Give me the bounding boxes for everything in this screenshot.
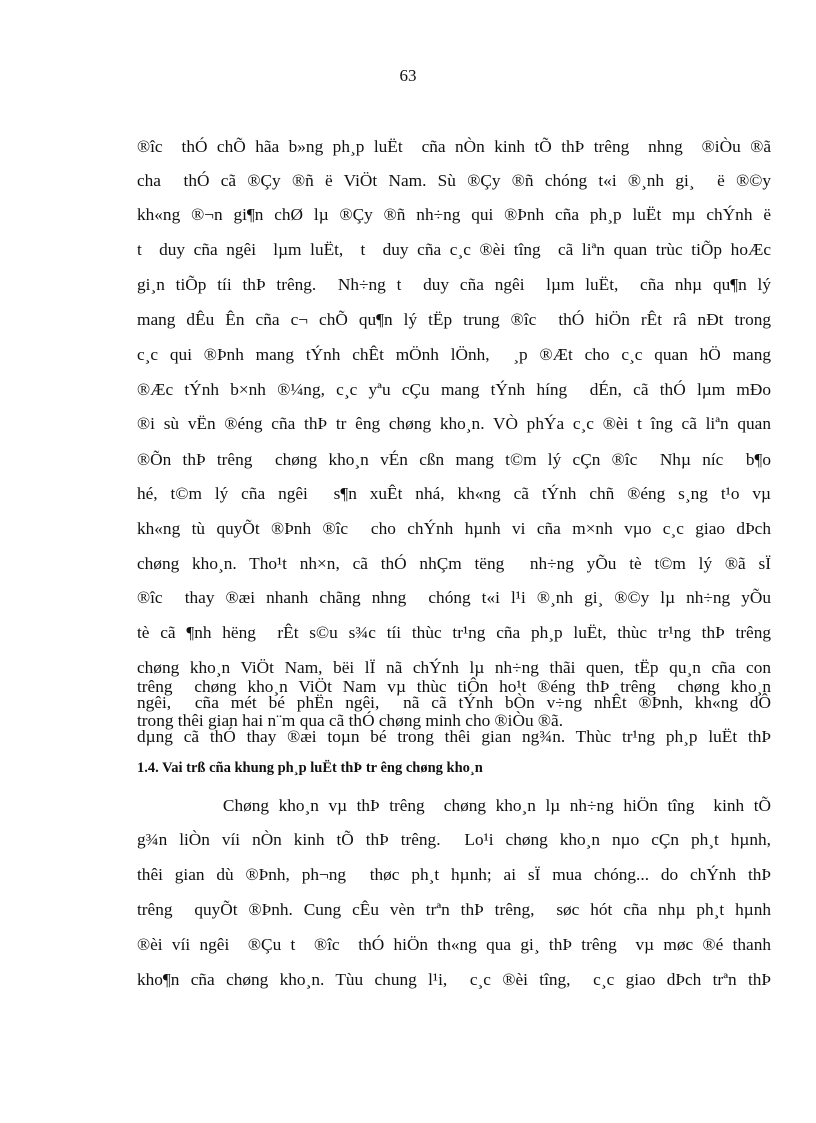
paragraph-line: kho¶n cña chøng kho¸n. Tùu chung l¹i, c¸c ®èi tîng, c¸c giao dÞch trªn thÞ (137, 970, 771, 989)
section-heading: 1.4. Vai trß cña khung ph¸p luËt thÞ tr êng chøng kho¸n (137, 760, 483, 776)
paragraph-line: trêng quyÕt ®Þnh. Cung cÊu vèn trªn thÞ trêng, søc hót cña nhµ ph¸t hµnh (137, 900, 771, 919)
paragraph-line: kh«ng ®¬n gi¶n chØ lµ ®Çy ®ñ nh÷ng qui ®Þnh cña ph¸p luËt mµ chÝnh ë (137, 205, 771, 224)
paragraph-line: trong thêi gian hai n¨m qua cã thÓ chøng minh cho ®iÒu ®ã. (137, 711, 564, 730)
paragraph-line: trêng chøng kho¸n ViÖt Nam vµ thùc tiÔn ho¹t ®éng thÞ trêng chøng kho¸n (137, 677, 771, 696)
paragraph-line: ®îc thÓ chÕ hãa b»ng ph¸p luËt cña nÒn kinh tÕ thÞ trêng nhng ®iÒu ®ã (137, 137, 771, 156)
paragraph-line: t duy cña ngêi lµm luËt, t duy cña c¸c ®èi tîng cã liªn quan trùc tiÕp hoÆc (137, 240, 771, 259)
paragraph-line: ®i sù vËn ®éng cña thÞ tr êng chøng kho¸n. VÒ phÝa c¸c ®èi t îng cã liªn quan (137, 414, 771, 433)
paragraph-line: chøng kho¸n. Tho¹t nh×n, cã thÓ nhÇm tëng nh÷ng yÕu tè t©m lý ®ã sÏ (137, 554, 771, 573)
paragraph-line: chøng kho¸n ViÖt Nam, bëi lÏ nã chÝnh lµ nh÷ng thãi quen, tËp qu¸n cña con (137, 658, 771, 677)
paragraph-line: ®Õn thÞ trêng chøng kho¸n vÉn cßn mang t©m lý cÇn ®îc Nhµ níc b¶o (137, 450, 771, 469)
paragraph-line: ®èi víi ngêi ®Çu t ®îc thÓ hiÖn th«ng qua gi¸ thÞ trêng vµ møc ®é thanh (137, 935, 771, 954)
paragraph-line: kh«ng tù quyÕt ®Þnh ®îc cho chÝnh hµnh vi cña m×nh vµo c¸c giao dÞch (137, 519, 771, 538)
paragraph-line: ®Æc tÝnh b×nh ®¼ng, c¸c yªu cÇu mang tÝnh híng dÉn, cã thÓ lµm mÐo (137, 380, 771, 399)
paragraph-line: g¾n liÒn víi nÒn kinh tÕ thÞ trêng. Lo¹i chøng kho¸n nµo cÇn ph¸t hµnh, (137, 830, 771, 849)
paragraph-line: gi¸n tiÕp tíi thÞ trêng. Nh÷ng t duy cña ngêi lµm luËt, cña nhµ qu¶n lý (137, 275, 771, 294)
paragraph-line: mang dÊu Ên cña c¬ chÕ qu¶n lý tËp trung ®îc thÓ hiÖn rÊt râ nÐt trong (137, 310, 771, 329)
paragraph-line: ®îc thay ®æi nhanh chãng nhng chóng t«i l¹i ®¸nh gi¸ ®©y lµ nh÷ng yÕu (137, 588, 771, 607)
paragraph-line: dµng cã thÓ thay ®æi toµn bé trong thêi gian ng¾n. Thùc tr¹ng ph¸p luËt thÞ (137, 727, 771, 746)
paragraph-line: Chøng kho¸n vµ thÞ trêng chøng kho¸n lµ nh÷ng hiÖn tîng kinh tÕ (137, 796, 771, 815)
paragraph-line: hé, t©m lý cña ngêi s¶n xuÊt nhá, kh«ng cã tÝnh chñ ®éng s¸ng t¹o vµ (137, 484, 771, 503)
paragraph-line: cha thÓ cã ®Çy ®ñ ë ViÖt Nam. Sù ®Çy ®ñ chóng t«i ®¸nh gi¸ ë ®©y (137, 171, 771, 190)
paragraph-line: thêi gian dù ®Þnh, ph¬ng thøc ph¸t hµnh; ai sÏ mua chóng... do chÝnh thÞ (137, 865, 771, 884)
paragraph-line: c¸c qui ®Þnh mang tÝnh chÊt mÖnh lÖnh, ¸p ®Æt cho c¸c quan hÖ mang (137, 345, 771, 364)
page-number: 63 (399, 66, 417, 85)
paragraph-line: ngêi, cña mét bé phËn ngêi, nã cã tÝnh bÒn v÷ng nhÊt ®Þnh, kh«ng dÔ (137, 693, 771, 712)
paragraph-line: tè cã ¶nh hëng rÊt s©u s¾c tíi thùc tr¹ng cña ph¸p luËt, thùc tr¹ng thÞ trêng (137, 623, 771, 642)
